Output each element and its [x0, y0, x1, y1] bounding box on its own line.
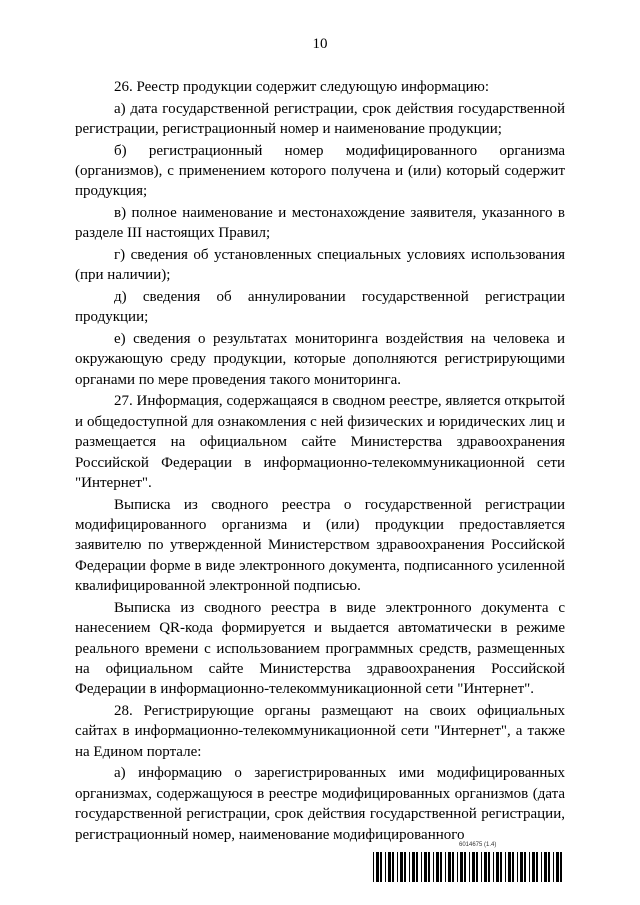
paragraph-27: 27. Информация, содержащаяся в сводном реестре, является открытой и общедоступной для ознакомления с ней физических и юридических лиц и размещается на официальном сайте Министерства здравоохранения Российской Федерации в информационно-телекоммуникационной сети "Интернет".	[75, 393, 565, 492]
paragraph-26-a: а) дата государственной регистрации, срок действия государственной регистрации, регистрационный номер и наименование продукции;	[75, 100, 565, 137]
paragraph-28: 28. Регистрирующие органы размещают на своих официальных сайтах в информационно-телекоммуникационной сети "Интернет", а также на Едином портале:	[75, 703, 565, 760]
paragraph-26-v: в) полное наименование и местонахождение заявителя, указанного в разделе III настоящих Правил;	[75, 205, 565, 242]
paragraph-26-b: б) регистрационный номер модифицированного организма (организмов), с применением которого получена и (или) который содержит продукция;	[75, 142, 565, 200]
paragraph-26-e: е) сведения о результатах мониторинга воздействия на человека и окружающую среду продукции, которые дополняются регистрирующими органами по мере проведения такого мониторинга.	[75, 331, 565, 388]
paragraph-28-a: а) информацию о зарегистрированных ими модифицированных организмах, содержащуюся в реестре модифицированных организмов (дата государственной регистрации, срок действия государственной регистрации, регистрационный номер, наименование модифицированного	[75, 765, 565, 843]
paragraph-26-g: г) сведения об установленных специальных условиях использования (при наличии);	[75, 247, 565, 284]
page-number: 10	[312, 36, 328, 52]
paragraph-27-extract: Выписка из сводного реестра о государственной регистрации модифицированного организма и (или) продукции предоставляется заявителю по утвержденной Министерством здравоохранения Российской Федерации форме в виде электронного документа, подписанного усиленной квалифицированной электронной подписью.	[75, 496, 565, 595]
barcode-icon	[373, 852, 565, 882]
paragraph-27-qr: Выписка из сводного реестра в виде электронного документа с нанесением QR-кода формируется и выдается автоматически в режиме реального времени с использованием программных средств, размещенных на официальном сайте Министерства здравоохранения Российской Федерации в информационно-телекоммуникационной сети "Интернет".	[75, 599, 565, 698]
paragraph-26-d: д) сведения об аннулировании государственной регистрации продукции;	[75, 289, 565, 326]
document-body	[75, 77, 565, 846]
paragraph-26: 26. Реестр продукции содержит следующую информацию:	[114, 79, 490, 95]
document-code: 6014675 (1.4)	[459, 842, 497, 848]
